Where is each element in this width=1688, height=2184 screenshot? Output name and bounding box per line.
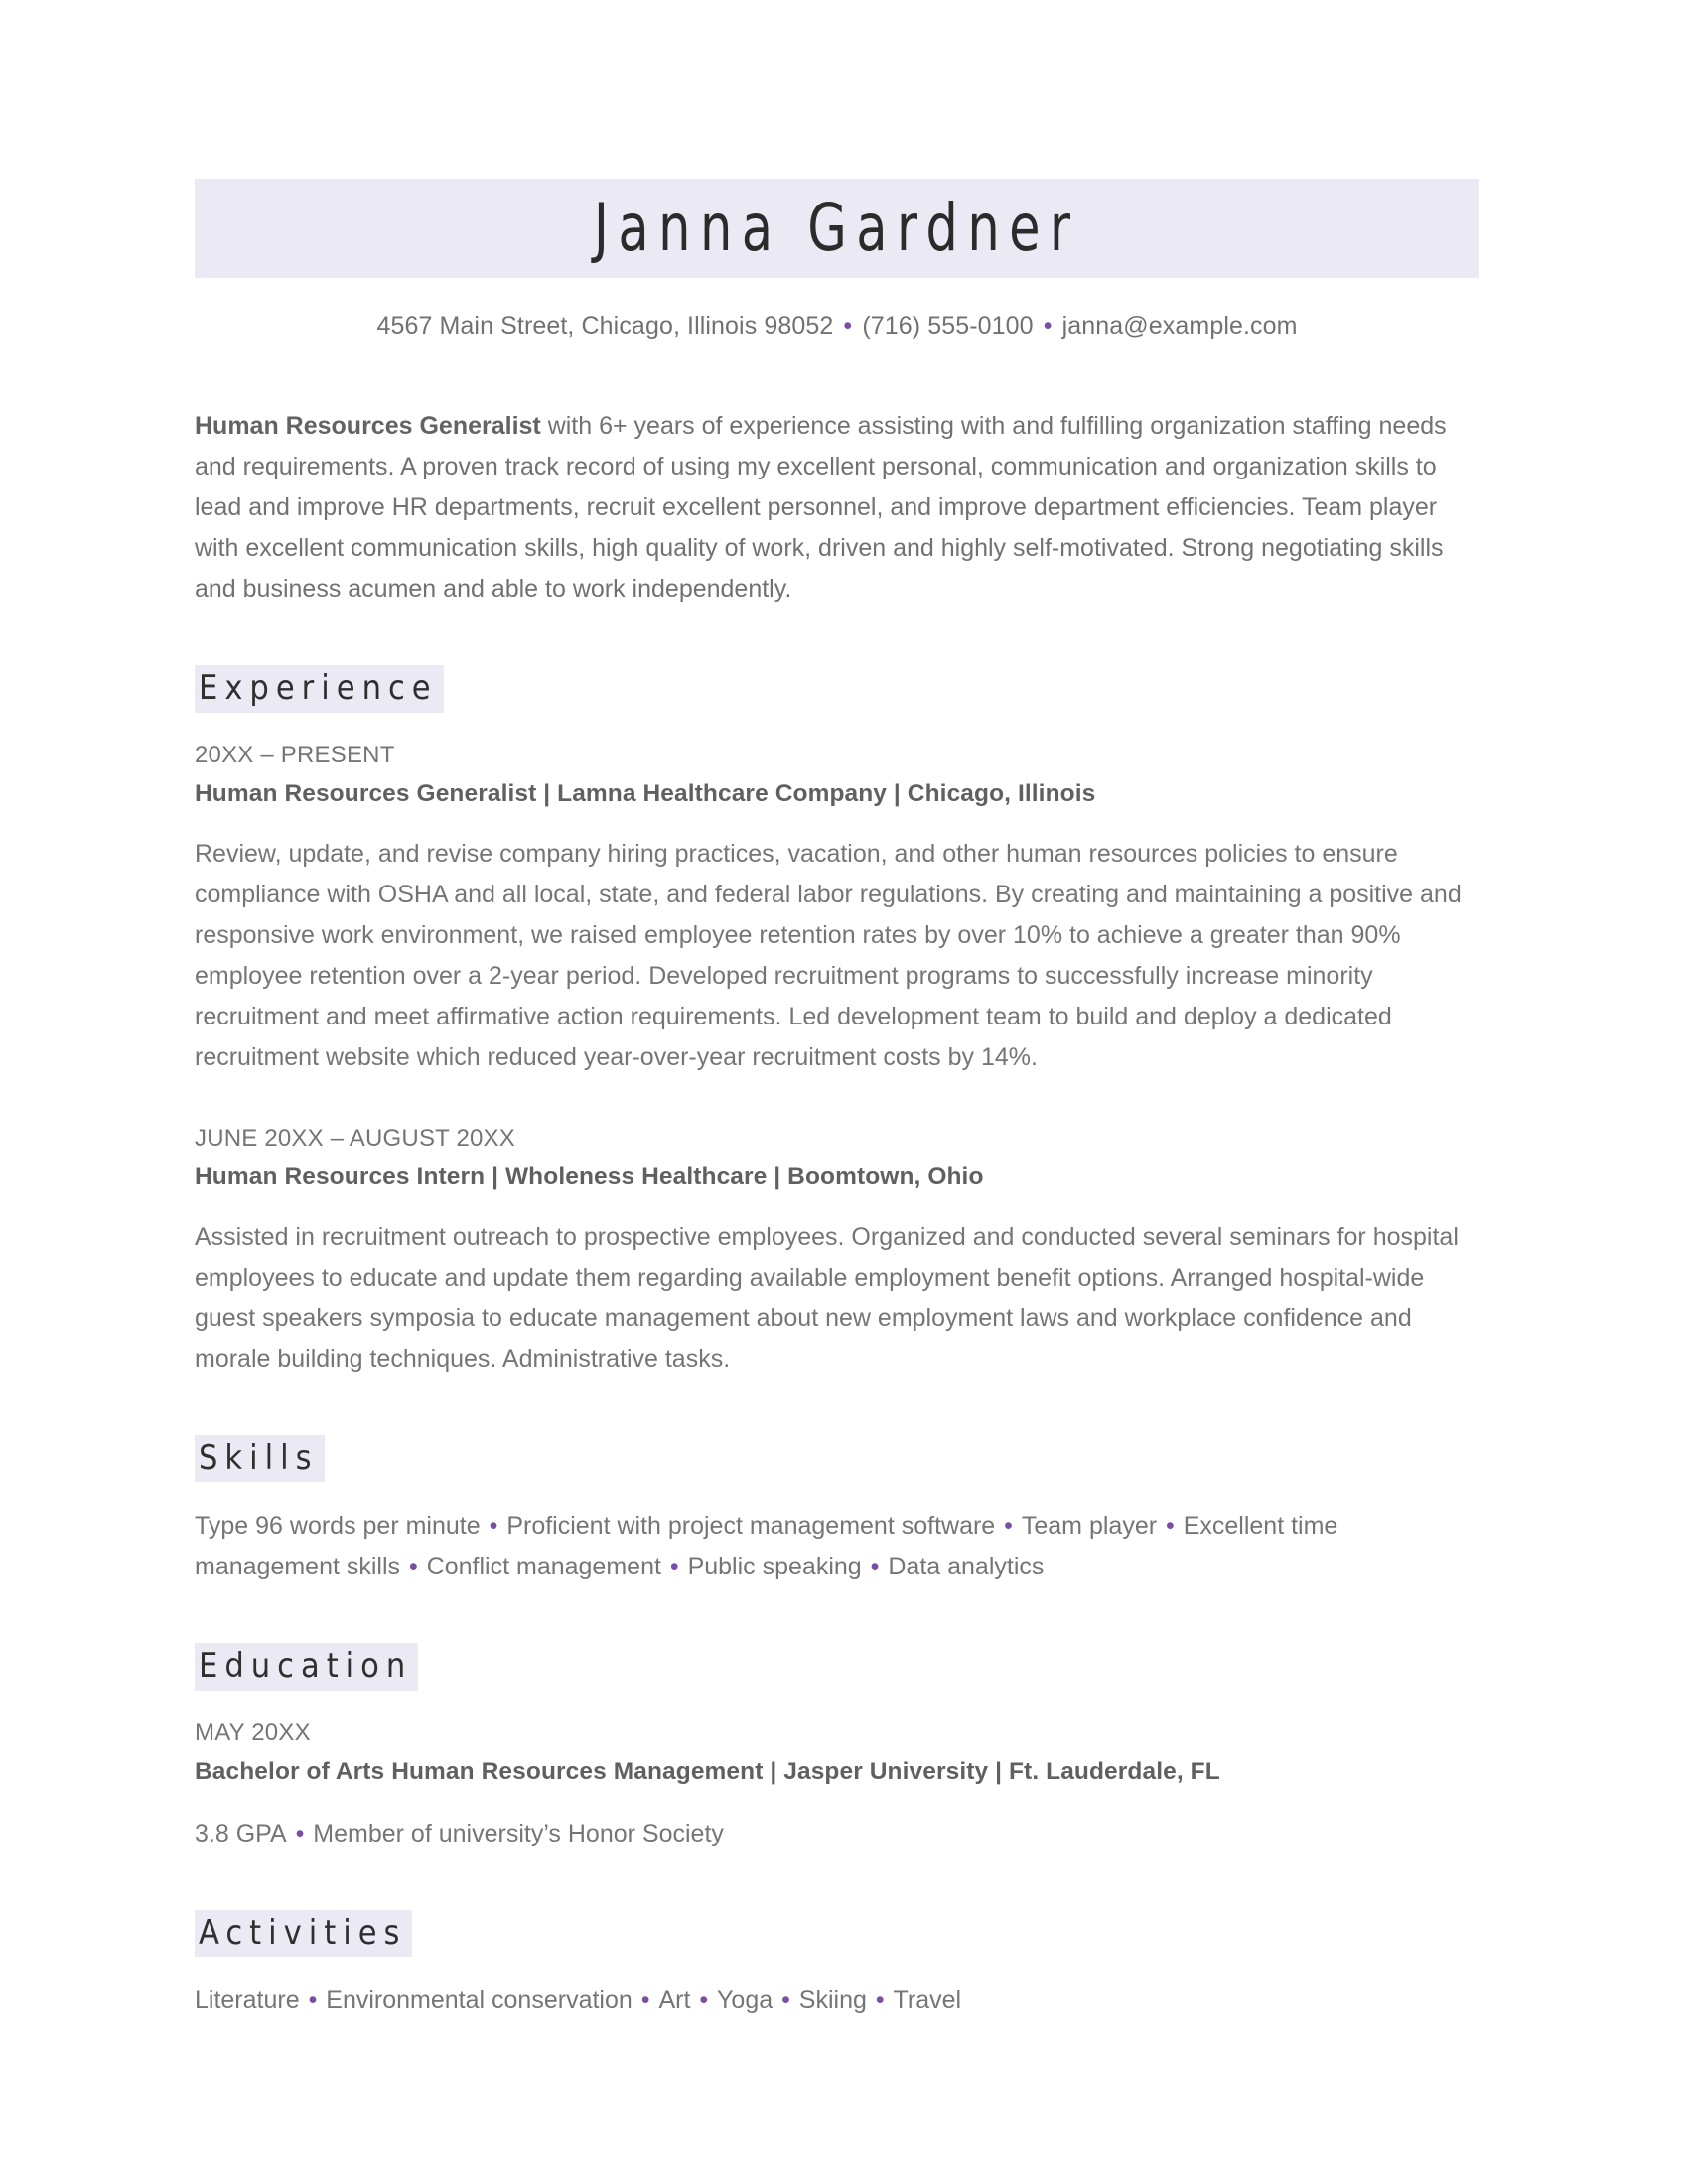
- candidate-name: Janna Gardner: [594, 190, 1080, 266]
- list-item: Literature: [195, 1986, 300, 2015]
- section-education: [195, 1643, 1479, 1854]
- bullet-separator-icon: •: [774, 1986, 797, 2015]
- activities-list: [195, 1980, 1479, 2021]
- bullet-separator-icon: •: [301, 1986, 325, 2015]
- bullet-separator-icon: •: [402, 1553, 425, 1581]
- list-item: Environmental conservation: [326, 1986, 633, 2015]
- name-banner: [195, 179, 1479, 278]
- list-item: Skiing: [798, 1986, 867, 2015]
- contact-address: 4567 Main Street, Chicago, Illinois 98052: [376, 312, 834, 340]
- list-item: Proficient with project management software: [506, 1512, 996, 1541]
- experience-entry: [195, 739, 1479, 1078]
- list-item: Conflict management: [426, 1553, 661, 1581]
- bullet-separator-icon: •: [662, 1553, 686, 1581]
- section-experience: [195, 665, 1479, 1380]
- summary-lead: Human Resources Generalist: [195, 412, 541, 440]
- education-entry: [195, 1716, 1479, 1854]
- contact-email: janna@example.com: [1061, 312, 1298, 340]
- list-item: Travel: [893, 1986, 962, 2015]
- list-item: Yoga: [717, 1986, 774, 2015]
- bullet-separator-icon: •: [868, 1986, 892, 2015]
- education-highlights: [195, 1814, 1479, 1854]
- entry-date: 20XX – PRESENT: [195, 741, 395, 768]
- list-item: Public speaking: [687, 1553, 862, 1581]
- list-item: Team player: [1021, 1512, 1158, 1541]
- entry-description: Review, update, and revise company hiring practices, vacation, and other human resources policies to ensure compliance with OSHA and all local, state, and federal labor regulations. By creating and maintaining a positive and responsive work environment, we raised employee retention rates by over 10% to achieve a greater than 90% employee retention over a 2-year period. Developed recruitment programs to successfully increase minority recruitment and meet affirmative action requirements. Led development team to build and deploy a dedicated recruitment website which reduced year-over-year recruitment costs by 14%.: [195, 839, 1462, 1071]
- list-item: Data analytics: [888, 1553, 1045, 1581]
- entry-title: Human Resources Generalist | Lamna Healthcare Company | Chicago, Illinois: [195, 779, 1096, 807]
- summary-body: with 6+ years of experience assisting with and fulfilling organization staffing needs and requirements. A proven track record of using my excellent personal, communication and organization skills to lead and improve HR departments, recruit excellent personnel, and improve department efficiencies. Team player with excellent communication skills, high quality of work, driven and highly self-motivated. Strong negotiating skills and business acumen and able to work independently.: [195, 412, 1447, 603]
- contact-phone: (716) 555-0100: [862, 312, 1034, 340]
- bullet-separator-icon: •: [1043, 312, 1053, 340]
- bullet-separator-icon: •: [633, 1986, 657, 2015]
- bullet-separator-icon: •: [692, 1986, 716, 2015]
- bullet-separator-icon: •: [482, 1512, 505, 1541]
- skills-list: [195, 1506, 1479, 1587]
- entry-title: Human Resources Intern | Wholeness Healthcare | Boomtown, Ohio: [195, 1162, 984, 1190]
- bullet-separator-icon: •: [843, 312, 853, 340]
- section-activities: [195, 1910, 1479, 2022]
- professional-summary: [195, 406, 1479, 610]
- bullet-separator-icon: •: [863, 1553, 887, 1581]
- list-item: Type 96 words per minute: [195, 1512, 481, 1541]
- contact-line: [195, 312, 1479, 341]
- section-heading-education: Education: [195, 1643, 418, 1691]
- bullet-separator-icon: •: [1159, 1512, 1182, 1541]
- experience-entry: [195, 1122, 1479, 1380]
- section-skills: [195, 1435, 1479, 1588]
- entry-title: Bachelor of Arts Human Resources Management | Jasper University | Ft. Lauderdale, FL: [195, 1757, 1220, 1785]
- list-item: Member of university’s Honor Society: [313, 1819, 724, 1847]
- resume-content: [195, 179, 1479, 2021]
- section-heading-experience: Experience: [195, 665, 444, 713]
- bullet-separator-icon: •: [997, 1512, 1020, 1541]
- entry-description: Assisted in recruitment outreach to prospective employees. Organized and conducted several seminars for hospital employees to educate and update them regarding available employment benefit options. Arranged hospital-wide guest speakers symposia to educate management about new employment laws and workplace confidence and morale building techniques. Administrative tasks.: [195, 1222, 1459, 1373]
- list-item: Excellent time management skills: [195, 1512, 1338, 1581]
- entry-date: MAY 20XX: [195, 1718, 311, 1746]
- bullet-separator-icon: •: [288, 1819, 312, 1847]
- section-heading-activities: Activities: [195, 1910, 412, 1958]
- list-item: Art: [658, 1986, 691, 2015]
- entry-date: JUNE 20XX – AUGUST 20XX: [195, 1124, 515, 1152]
- section-heading-skills: Skills: [195, 1435, 325, 1483]
- list-item: 3.8 GPA: [195, 1819, 287, 1847]
